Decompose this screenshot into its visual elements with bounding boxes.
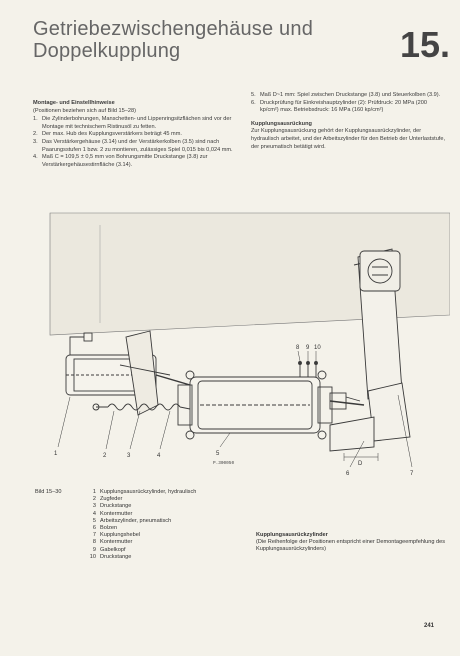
- chapter-number: 15.: [400, 24, 451, 65]
- dimension-label: D: [358, 461, 363, 467]
- subnote-text: (Die Reihenfolge der Positionen entspricht einer Demontageempfehlung des Kupplungsausrückzylinders): [256, 539, 446, 553]
- montage-subtitle: (Positionen beziehen sich auf Bild 15–28): [33, 107, 136, 114]
- title-line-1: Getriebezwischengehäuse und: [33, 18, 314, 40]
- technical-drawing: [30, 205, 450, 485]
- figure-code: P.300050: [213, 461, 235, 466]
- legend-item: 6 Bolzen: [92, 525, 118, 532]
- subnote-title: Kupplungsausrückzylinder: [256, 532, 328, 538]
- montage-section: [33, 100, 241, 169]
- callout-9: 9: [306, 345, 310, 351]
- callout-1: 1: [54, 451, 58, 457]
- callout-4: 4: [157, 453, 161, 459]
- subnote: [256, 532, 446, 554]
- list-item: 6. Druckprüfung für Einkreishauptzylinder (2): Prüfdruck: 20 MPa (200 kp/cm²) max. Betriebsdruck: 16 MPa (160 kp/cm²): [251, 99, 427, 114]
- legend-item: 2 Zugfeder: [92, 496, 123, 503]
- callout-3: 3: [127, 453, 131, 459]
- legend-item: 7 Kupplungshebel: [92, 532, 141, 539]
- callout-2: 2: [103, 453, 107, 459]
- kupplung-text: Zur Kupplungsausrückung gehört der Kupplungsausrückzylinder, der hydraulisch arbeitet, und der Arbeitszylinder für den Betrieb der Unterlaststufe, der pneumatisch betätigt wird.: [251, 128, 446, 150]
- montage-title: Montage- und Einstellhinweise: [33, 100, 115, 106]
- callout-8: 8: [296, 345, 300, 351]
- list-item: 3. Das Verstärkergehäuse (3.14) und der Verstärkerkolben (3.5) sind nach Paarungsstufen 1 bzw. 2 zu montieren, zulässiges Spiel 0,015 bis 0,024 mm.: [33, 138, 233, 153]
- list-item: 1. Die Zylinderbohrungen, Manschetten- und Lippenringsitzflächen sind vor der Montage mit technischem Ristinusöl zu fetten.: [33, 116, 232, 130]
- callout-7: 7: [410, 471, 414, 477]
- callout-10: 10: [314, 345, 321, 351]
- list-item: 5. Maß D~1 mm: Spiel zwischen Druckstange (3.8) und Steuerkolben (3.9).: [251, 92, 441, 98]
- legend-list: [88, 489, 238, 561]
- callout-6: 6: [346, 471, 350, 477]
- page-title: [33, 18, 363, 62]
- list-item: 2. Der max. Hub des Kupplungsverstärkers beträgt 45 mm.: [33, 131, 182, 138]
- legend-item: 3 Druckstange: [92, 503, 132, 510]
- legend-item: 5 Arbeitszylinder, pneumatisch: [92, 517, 172, 524]
- legend-item: 8 Kontermutter: [92, 539, 133, 546]
- page-number: 241: [424, 623, 435, 629]
- figure-label: Bild 15–30: [35, 489, 62, 495]
- legend-item: 9 Gabelkopf: [92, 546, 126, 553]
- title-line-2: Doppelkupplung: [33, 40, 181, 62]
- legend-item: 4 Kontermutter: [92, 510, 133, 517]
- kupplung-title: Kupplungsausrückung: [251, 120, 312, 127]
- list-item: 4. Maß C = 109,5 ± 0,5 mm von Bohrungsmitte Druckstange (3.8) zur Verstärkergehäusestirnfläche (3.14).: [33, 154, 208, 168]
- right-column: [251, 92, 446, 151]
- callout-5: 5: [216, 451, 220, 457]
- legend-item: 1 Kupplungsausrückzylinder, hydraulisch: [92, 489, 197, 495]
- legend-item: 10 Druckstange: [89, 553, 132, 560]
